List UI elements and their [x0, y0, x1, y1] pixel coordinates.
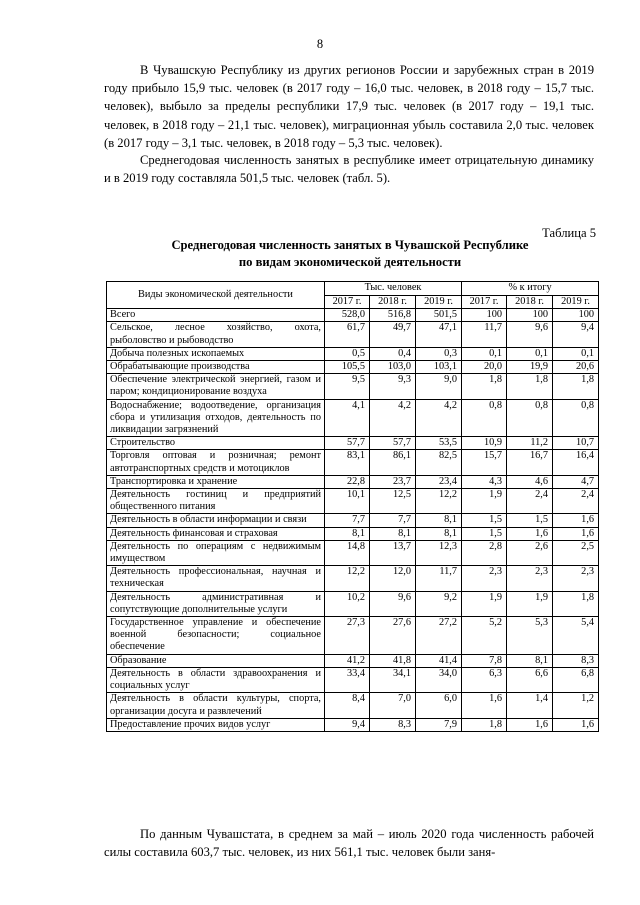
- value-percent: 7,8: [462, 654, 507, 667]
- activity-name: Предоставление прочих видов услуг: [107, 718, 325, 731]
- value-percent: 9,4: [553, 322, 599, 347]
- value-percent: 1,9: [462, 591, 507, 616]
- value-thousands: 57,7: [370, 437, 416, 450]
- value-thousands: 27,2: [416, 617, 462, 655]
- value-thousands: 11,7: [416, 566, 462, 591]
- value-thousands: 61,7: [325, 322, 370, 347]
- value-thousands: 10,2: [325, 591, 370, 616]
- value-percent: 20,0: [462, 361, 507, 374]
- value-percent: 16,4: [553, 450, 599, 475]
- table-row: [107, 617, 599, 655]
- table-label: Таблица 5: [542, 226, 596, 240]
- table-title-line-2: по видам экономической деятельности: [238, 254, 462, 269]
- value-thousands: 9,4: [325, 718, 370, 731]
- value-thousands: 8,4: [325, 693, 370, 718]
- value-percent: 6,8: [553, 667, 599, 692]
- activity-name: Всего: [107, 309, 325, 322]
- value-thousands: 9,2: [416, 591, 462, 616]
- table-row: [107, 540, 599, 565]
- value-thousands: 7,7: [370, 514, 416, 527]
- value-thousands: 83,1: [325, 450, 370, 475]
- value-percent: 1,6: [553, 527, 599, 540]
- value-percent: 2,5: [553, 540, 599, 565]
- header-thousands: Тыс. человек: [325, 282, 462, 296]
- table-row: [107, 437, 599, 450]
- value-thousands: 13,7: [370, 540, 416, 565]
- value-percent: 1,9: [462, 489, 507, 514]
- value-percent: 5,4: [553, 617, 599, 655]
- value-percent: 6,3: [462, 667, 507, 692]
- activity-name: Деятельность по операциям с недвижимым имуществом: [107, 540, 325, 565]
- value-percent: 1,8: [553, 374, 599, 399]
- value-thousands: 8,1: [370, 527, 416, 540]
- value-percent: 10,9: [462, 437, 507, 450]
- value-percent: 1,8: [553, 591, 599, 616]
- value-percent: 1,8: [507, 374, 553, 399]
- value-thousands: 4,2: [416, 399, 462, 437]
- value-thousands: 12,2: [416, 489, 462, 514]
- value-thousands: 105,5: [325, 361, 370, 374]
- value-percent: 11,2: [507, 437, 553, 450]
- value-percent: 0,1: [507, 347, 553, 360]
- value-thousands: 7,0: [370, 693, 416, 718]
- table-row: [107, 514, 599, 527]
- header-activity: Виды экономической деятельности: [107, 282, 325, 309]
- value-percent: 1,6: [553, 718, 599, 731]
- table-title: [104, 237, 596, 270]
- table-row: [107, 399, 599, 437]
- value-percent: 11,7: [462, 322, 507, 347]
- activity-name: Строительство: [107, 437, 325, 450]
- activity-name: Деятельность в области здравоохранения и социальных услуг: [107, 667, 325, 692]
- table-row: [107, 654, 599, 667]
- table-row: [107, 374, 599, 399]
- value-percent: 100: [507, 309, 553, 322]
- value-percent: 1,4: [507, 693, 553, 718]
- activity-name: Обеспечение электрической энергией, газом и паром; кондиционирование воздуха: [107, 374, 325, 399]
- value-thousands: 4,2: [370, 399, 416, 437]
- value-thousands: 86,1: [370, 450, 416, 475]
- value-percent: 0,8: [507, 399, 553, 437]
- employment-table: [106, 281, 599, 732]
- value-thousands: 12,5: [370, 489, 416, 514]
- value-percent: 2,3: [553, 566, 599, 591]
- activity-name: Деятельность в области культуры, спорта, организации досуга и развлечений: [107, 693, 325, 718]
- value-thousands: 103,0: [370, 361, 416, 374]
- paragraph-employment: Среднегодовая численность занятых в республике имеет отрицательную динамику и в 2019 году составляла 501,5 тыс. человек (табл. 5).: [104, 153, 594, 186]
- value-percent: 2,8: [462, 540, 507, 565]
- value-percent: 1,6: [507, 718, 553, 731]
- table-row: [107, 527, 599, 540]
- header-year: 2017 г.: [462, 296, 507, 309]
- activity-name: Образование: [107, 654, 325, 667]
- header-percent: % к итогу: [462, 282, 599, 296]
- value-percent: 0,1: [553, 347, 599, 360]
- value-thousands: 0,5: [325, 347, 370, 360]
- value-percent: 1,5: [507, 514, 553, 527]
- value-thousands: 9,0: [416, 374, 462, 399]
- table-row: [107, 347, 599, 360]
- value-thousands: 9,3: [370, 374, 416, 399]
- value-thousands: 8,1: [325, 527, 370, 540]
- table-row: [107, 667, 599, 692]
- value-thousands: 23,7: [370, 475, 416, 488]
- value-percent: 1,8: [462, 718, 507, 731]
- table-row: [107, 718, 599, 731]
- activity-name: Водоснабжение; водоотведение, организация сбора и утилизация отходов, деятельность по ликвидации загрязнений: [107, 399, 325, 437]
- value-percent: 1,8: [462, 374, 507, 399]
- value-percent: 0,1: [462, 347, 507, 360]
- table-row: [107, 309, 599, 322]
- value-thousands: 9,5: [325, 374, 370, 399]
- value-thousands: 10,1: [325, 489, 370, 514]
- value-percent: 0,8: [553, 399, 599, 437]
- value-percent: 16,7: [507, 450, 553, 475]
- value-percent: 5,3: [507, 617, 553, 655]
- table-title-line-1: Среднегодовая численность занятых в Чувашской Республике: [171, 238, 529, 252]
- value-percent: 10,7: [553, 437, 599, 450]
- value-percent: 4,7: [553, 475, 599, 488]
- value-thousands: 9,6: [370, 591, 416, 616]
- value-thousands: 27,3: [325, 617, 370, 655]
- table-row: [107, 361, 599, 374]
- paragraph-labor-force: По данным Чувашстата, в среднем за май – июль 2020 года численность рабочей силы составила 603,7 тыс. человек, из них 561,1 тыс. человек были заня-: [104, 827, 594, 860]
- value-percent: 6,6: [507, 667, 553, 692]
- value-thousands: 22,8: [325, 475, 370, 488]
- value-thousands: 14,8: [325, 540, 370, 565]
- value-percent: 100: [553, 309, 599, 322]
- table-row: [107, 475, 599, 488]
- activity-name: Сельское, лесное хозяйство, охота, рыболовство и рыбоводство: [107, 322, 325, 347]
- value-thousands: 7,7: [325, 514, 370, 527]
- value-thousands: 82,5: [416, 450, 462, 475]
- activity-name: Деятельность гостиниц и предприятий общественного питания: [107, 489, 325, 514]
- value-percent: 20,6: [553, 361, 599, 374]
- paragraph-migration: В Чувашскую Республику из других регионов России и зарубежных стран в 2019 году прибыло 15,9 тыс. человек (в 2017 году – 16,0 тыс. человек, в 2018 году – 15,7 тыс. человек), выбыло за пределы республики 17,9 тыс. человек (в 2017 году – 19,1 тыс. человек, в 2018 году – 21,1 тыс. человек), миграционная убыль составила 2,0 тыс. человек (в 2017 году – 3,1 тыс. человек, в 2018 году – 5,3 тыс. человек).: [104, 63, 594, 150]
- value-percent: 2,4: [553, 489, 599, 514]
- value-percent: 2,3: [462, 566, 507, 591]
- value-percent: 8,1: [507, 654, 553, 667]
- value-percent: 15,7: [462, 450, 507, 475]
- value-percent: 1,6: [553, 514, 599, 527]
- value-percent: 9,6: [507, 322, 553, 347]
- table-row: [107, 322, 599, 347]
- value-percent: 19,9: [507, 361, 553, 374]
- header-year: 2019 г.: [553, 296, 599, 309]
- value-percent: 2,4: [507, 489, 553, 514]
- value-thousands: 516,8: [370, 309, 416, 322]
- value-thousands: 53,5: [416, 437, 462, 450]
- value-percent: 0,8: [462, 399, 507, 437]
- value-thousands: 8,1: [416, 527, 462, 540]
- value-thousands: 7,9: [416, 718, 462, 731]
- value-percent: 1,5: [462, 514, 507, 527]
- value-percent: 100: [462, 309, 507, 322]
- value-thousands: 34,0: [416, 667, 462, 692]
- value-thousands: 12,2: [325, 566, 370, 591]
- value-percent: 1,5: [462, 527, 507, 540]
- activity-name: Деятельность административная и сопутствующие дополнительные услуги: [107, 591, 325, 616]
- value-thousands: 41,8: [370, 654, 416, 667]
- table-row: [107, 489, 599, 514]
- value-thousands: 528,0: [325, 309, 370, 322]
- value-thousands: 12,0: [370, 566, 416, 591]
- value-percent: 5,2: [462, 617, 507, 655]
- value-thousands: 0,4: [370, 347, 416, 360]
- value-thousands: 6,0: [416, 693, 462, 718]
- value-thousands: 34,1: [370, 667, 416, 692]
- value-thousands: 0,3: [416, 347, 462, 360]
- activity-name: Деятельность профессиональная, научная и техническая: [107, 566, 325, 591]
- value-thousands: 23,4: [416, 475, 462, 488]
- value-percent: 2,3: [507, 566, 553, 591]
- value-percent: 2,6: [507, 540, 553, 565]
- table-row: [107, 566, 599, 591]
- activity-name: Транспортировка и хранение: [107, 475, 325, 488]
- page-number: 8: [316, 37, 324, 51]
- header-year: 2018 г.: [507, 296, 553, 309]
- value-percent: 1,9: [507, 591, 553, 616]
- value-thousands: 33,4: [325, 667, 370, 692]
- activity-name: Государственное управление и обеспечение военной безопасности; социальное обеспечение: [107, 617, 325, 655]
- value-thousands: 8,3: [370, 718, 416, 731]
- value-percent: 8,3: [553, 654, 599, 667]
- table-row: [107, 591, 599, 616]
- value-thousands: 27,6: [370, 617, 416, 655]
- activity-name: Деятельность финансовая и страховая: [107, 527, 325, 540]
- value-thousands: 47,1: [416, 322, 462, 347]
- value-thousands: 103,1: [416, 361, 462, 374]
- value-thousands: 12,3: [416, 540, 462, 565]
- value-percent: 4,3: [462, 475, 507, 488]
- table-row: [107, 693, 599, 718]
- header-year: 2018 г.: [370, 296, 416, 309]
- value-percent: 4,6: [507, 475, 553, 488]
- activity-name: Деятельность в области информации и связи: [107, 514, 325, 527]
- value-percent: 1,6: [462, 693, 507, 718]
- activity-name: Добыча полезных ископаемых: [107, 347, 325, 360]
- value-thousands: 49,7: [370, 322, 416, 347]
- value-thousands: 8,1: [416, 514, 462, 527]
- value-thousands: 501,5: [416, 309, 462, 322]
- table-row: [107, 450, 599, 475]
- value-thousands: 57,7: [325, 437, 370, 450]
- value-percent: 1,6: [507, 527, 553, 540]
- value-thousands: 41,2: [325, 654, 370, 667]
- activity-name: Обрабатывающие производства: [107, 361, 325, 374]
- value-thousands: 41,4: [416, 654, 462, 667]
- header-year: 2019 г.: [416, 296, 462, 309]
- activity-name: Торговля оптовая и розничная; ремонт автотранспортных средств и мотоциклов: [107, 450, 325, 475]
- header-year: 2017 г.: [325, 296, 370, 309]
- value-percent: 1,2: [553, 693, 599, 718]
- value-thousands: 4,1: [325, 399, 370, 437]
